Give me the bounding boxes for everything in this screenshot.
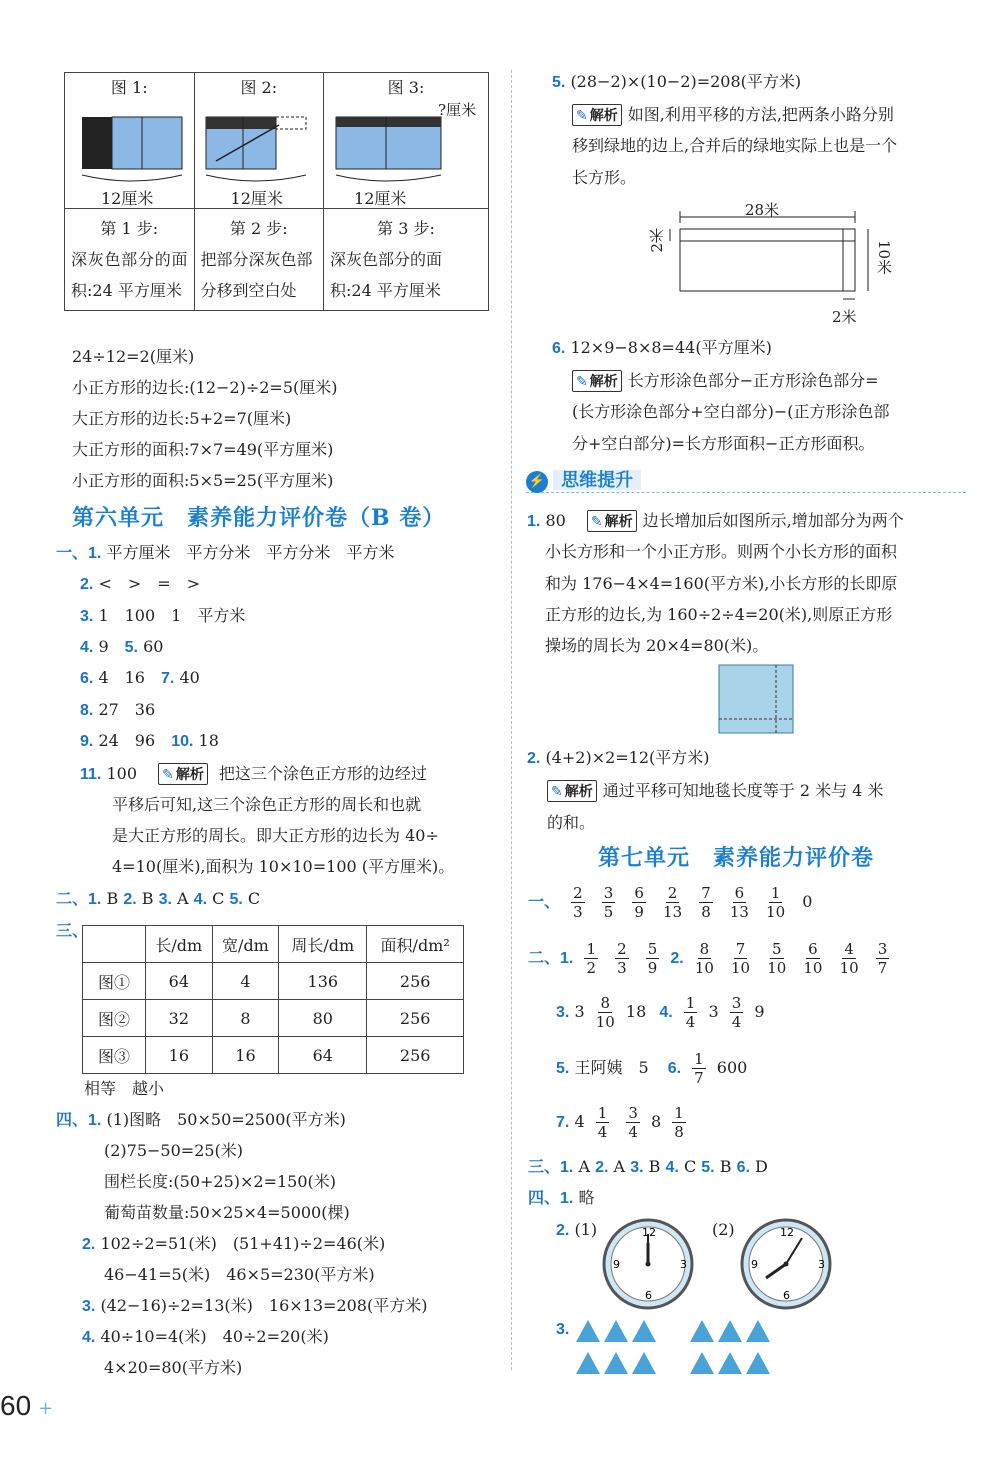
section-marker: 二、: [528, 950, 561, 967]
svg-text:12: 12: [780, 1226, 794, 1239]
q-num: 2.: [670, 950, 684, 967]
u7-section-3: [528, 1157, 768, 1178]
analysis-tag: ✎ 解析: [572, 104, 622, 126]
clock-label: (1): [574, 1220, 598, 1239]
triangle-group: [690, 1352, 774, 1378]
fig1-cell: [65, 73, 195, 209]
step3-text: 深灰色部分的面积:24 平方厘米: [330, 250, 443, 300]
section-marker: 三、: [528, 1159, 561, 1176]
triangle-icon: [690, 1352, 714, 1374]
svg-text:9: 9: [751, 1258, 758, 1271]
diagram-right-label: 10米: [875, 240, 893, 275]
step2-text: 把部分深灰色部分移到空白处: [200, 250, 313, 300]
analysis-text: 长方形。: [572, 168, 637, 187]
answer: B: [106, 889, 119, 908]
table-header: 面积/dm²: [367, 926, 464, 963]
q-num: 1.: [88, 1112, 102, 1129]
fig1-diagram: [72, 99, 187, 194]
answer: 46−41=5(米) 46×5=230(平方米): [104, 1265, 375, 1284]
fraction: $\frac{1}{2}$: [586, 940, 596, 977]
answer: 102÷2=51(米) (51+41)÷2=46(米): [100, 1234, 386, 1253]
step2-cell: [194, 209, 324, 311]
table-cell: 图②: [83, 1000, 146, 1037]
fig1-width: 12厘米: [101, 189, 154, 208]
analysis-text: 平移后可知,这三个涂色正方形的周长和也就: [112, 795, 422, 814]
unit7-title: 第七单元 素养能力评价卷: [598, 845, 875, 871]
fraction: $\frac{8}{10}$: [694, 940, 714, 977]
q-num: 5.: [552, 74, 566, 91]
q-num: 9.: [80, 733, 94, 750]
q-num: 1.: [88, 545, 102, 562]
step1-title: 第 1 步:: [100, 219, 159, 238]
analysis-text: 小长方形和一个小正方形。则两个小长方形的面积: [545, 542, 898, 561]
table-cell: 256: [367, 1000, 464, 1037]
analysis-text: 通过平移可知地毯长度等于 2 米与 4 米: [602, 781, 884, 800]
table-cell: 32: [146, 1000, 213, 1037]
analysis-text: 的和。: [547, 813, 596, 832]
table-cell: 64: [279, 1037, 367, 1074]
section-marker: 四、: [56, 1112, 89, 1129]
answer: 3: [574, 1002, 585, 1021]
triangle-icon: [632, 1352, 656, 1374]
section-marker: 四、: [528, 1190, 561, 1207]
analysis-text: 移到绿地的边上,合并后的绿地实际上也是一个: [572, 136, 898, 155]
svg-text:12: 12: [642, 1226, 656, 1239]
fraction: $\frac{7}{10}$: [731, 940, 751, 977]
table-header: 宽/dm: [212, 926, 279, 963]
fraction: $\frac{1}{8}$: [674, 1104, 684, 1141]
answer: B: [719, 1157, 732, 1176]
table-cell: 64: [146, 963, 213, 1000]
q-num: 4.: [82, 1329, 96, 1346]
thinking-header: [526, 466, 966, 493]
diagram-top-label: 28米: [745, 201, 780, 219]
q-num: 4.: [665, 1159, 679, 1176]
thinking-title: 思维提升: [553, 470, 641, 490]
answer: 24 96: [98, 731, 156, 750]
answer: 60: [143, 637, 164, 656]
fraction: $\frac{3}{5}$: [603, 884, 614, 921]
section-marker: 一、: [528, 894, 561, 911]
q-num: 7.: [161, 670, 175, 687]
triangle-group: [576, 1352, 660, 1378]
analysis-text: 和为 176−4×4=160(平方米),小长方形的长即原: [545, 574, 898, 593]
diagram-left-label: 2米: [648, 228, 666, 253]
answer: B: [141, 889, 154, 908]
section-marker: 二、: [56, 891, 89, 908]
fraction: $\frac{3}{7}$: [877, 940, 888, 977]
table-header: [83, 926, 146, 963]
triangle-icon: [604, 1320, 628, 1342]
table-row: [83, 963, 464, 1000]
fig2-label: 图 2:: [240, 78, 278, 97]
q-num: 5.: [124, 639, 138, 656]
analysis-text: 如图,利用平移的方法,把两条小路分别: [627, 105, 894, 124]
table-cell: 16: [146, 1037, 213, 1074]
fig2-diagram: [201, 99, 316, 194]
answer: 12×9−8×8=44(平方厘米): [570, 338, 772, 357]
fraction: $\frac{2}{3}$: [617, 940, 627, 977]
table-conclusion: 相等 越小: [84, 1079, 165, 1098]
table-cell: 图③: [83, 1037, 146, 1074]
clock-label: (2): [712, 1220, 735, 1239]
lightbulb-icon: ⚡: [526, 471, 548, 493]
unit6-title: 第六单元 素养能力评价卷（B 卷）: [72, 505, 446, 531]
step3-title: 第 3 步:: [377, 219, 435, 238]
svg-text:6: 6: [783, 1289, 790, 1302]
table-cell: 136: [279, 963, 367, 1000]
q-num: 4.: [80, 639, 94, 656]
table-header: 周长/dm: [279, 926, 367, 963]
analysis-text: 分+空白部分)=长方形面积−正方形面积。: [572, 434, 875, 453]
q-num: 5.: [229, 891, 243, 908]
answer: 27 36: [98, 700, 156, 719]
q-num: 5.: [701, 1159, 715, 1176]
fraction: $\frac{1}{4}$: [685, 994, 696, 1031]
analysis-text: 长方形涂色部分−正方形涂色部分=: [627, 371, 879, 390]
section-marker: 一、: [56, 545, 89, 562]
q-num: 10.: [171, 733, 194, 750]
table-cell: 图①: [83, 963, 146, 1000]
section-marker: 三、: [56, 923, 89, 940]
column-divider: [511, 70, 512, 1370]
answer: 80: [545, 511, 566, 530]
answer: 18: [625, 1002, 647, 1021]
analysis-text: 正方形的边长,为 160÷2÷4=20(米),则原正方形: [545, 605, 893, 624]
step3-cell: [324, 209, 489, 311]
answer: 葡萄苗数量:50×25×4=5000(棵): [104, 1203, 350, 1222]
triangle-icon: [604, 1352, 628, 1374]
table-row: [83, 1000, 464, 1037]
analysis-text: (长方形涂色部分+空白部分)−(正方形涂色部: [572, 402, 890, 421]
q-num: 5.: [556, 1060, 570, 1077]
step2-title: 第 2 步:: [229, 219, 288, 238]
answer: A: [613, 1157, 626, 1176]
q-num: 3.: [556, 1004, 570, 1021]
triangle-group: [690, 1320, 774, 1346]
analysis-tag: ✎ 解析: [547, 780, 597, 802]
square-diagram: [718, 664, 796, 736]
answer: 围栏长度:(50+25)×2=150(米): [104, 1172, 337, 1191]
answer: (28−2)×(10−2)=208(平方米): [570, 72, 802, 91]
answer: A: [578, 1157, 591, 1176]
u7-s2-line4: [556, 1104, 692, 1141]
q-num: 2.: [82, 1236, 96, 1253]
page-number: 60: [0, 1390, 32, 1421]
analysis-text: 边长增加后如图所示,增加部分为两个: [642, 511, 904, 530]
q-num: 6.: [80, 670, 94, 687]
q-num: 2.: [123, 891, 137, 908]
svg-text:6: 6: [645, 1289, 652, 1302]
fraction: $\frac{8}{10}$: [595, 994, 615, 1031]
answer: C: [212, 889, 225, 908]
answer: 略: [578, 1188, 595, 1207]
svg-text:3: 3: [680, 1258, 687, 1271]
answer: 100: [106, 764, 137, 783]
clock-icon: [600, 1216, 696, 1312]
answer: C: [683, 1157, 697, 1176]
answer: B: [648, 1157, 661, 1176]
answer: (2)75−50=25(米): [104, 1141, 244, 1160]
answer: C: [247, 889, 261, 908]
answer: 18: [198, 731, 219, 750]
analysis-text: 是大正方形的周长。即大正方形的边长为 40÷: [112, 826, 439, 845]
u7-section-1: [528, 884, 812, 921]
fraction: $\frac{1}{4}$: [597, 1104, 608, 1141]
analysis-tag: ✎ 解析: [572, 370, 622, 392]
analysis-text: 操场的周长为 20×4=80(米)。: [545, 636, 769, 655]
u7-s2-line2: [556, 994, 765, 1031]
q-num: 3.: [630, 1159, 644, 1176]
answer: < > = >: [98, 574, 201, 593]
q-num: 3.: [82, 1298, 96, 1315]
u7-s2-line1: [528, 940, 895, 977]
fraction: $\frac{2}{3}$: [573, 884, 583, 921]
answer: (1)图略 50×50=2500(平方米): [106, 1110, 346, 1129]
answer: 8: [651, 1112, 662, 1131]
fig3-label: 图 3:: [387, 78, 425, 97]
svg-text:9: 9: [613, 1258, 620, 1271]
step1-cell: [65, 209, 195, 311]
table-cell: 16: [212, 1037, 279, 1074]
dimension-table: [82, 925, 464, 1074]
table-cell: 256: [367, 1037, 464, 1074]
calc-line: 小正方形的面积:5×5=25(平方厘米): [72, 471, 334, 490]
fig2-cell: [194, 73, 324, 209]
fraction: $\frac{7}{8}$: [701, 884, 711, 921]
answer: D: [755, 1157, 768, 1176]
answer: 600: [716, 1058, 748, 1077]
table-row: [83, 1037, 464, 1074]
analysis-tag: ✎ 解析: [158, 763, 208, 785]
triangle-icon: [718, 1352, 742, 1374]
answer: 9: [754, 1002, 765, 1021]
q-num: 6.: [736, 1159, 750, 1176]
analysis-text: 4=10(厘米),面积为 10×10=100 (平方厘米)。: [112, 857, 455, 876]
fraction: $\frac{1}{10}$: [766, 884, 786, 921]
q-num: 1.: [560, 950, 574, 967]
fraction: $\frac{6}{13}$: [729, 884, 749, 921]
answer: (4+2)×2=12(平方米): [545, 748, 710, 767]
q-num: 2.: [556, 1222, 570, 1239]
q-num: 2.: [80, 576, 94, 593]
answer: 9: [98, 637, 109, 656]
fig2-width: 12厘米: [230, 189, 283, 208]
answer: 40: [179, 668, 200, 687]
answer: 40÷10=4(米) 40÷2=20(米): [100, 1327, 329, 1346]
table-header-row: [83, 926, 464, 963]
q-num: 11.: [80, 766, 102, 783]
fraction: $\frac{2}{13}$: [663, 884, 683, 921]
step1-text: 深灰色部分的面积:24 平方厘米: [71, 250, 188, 300]
answer: 4×20=80(平方米): [104, 1358, 243, 1377]
answer: 王阿姨 5: [574, 1058, 649, 1077]
triangle-icon: [746, 1320, 770, 1342]
q-num: 6.: [552, 340, 566, 357]
plus-icon: +: [38, 1398, 54, 1419]
calc-line: 大正方形的边长:5+2=7(厘米): [72, 409, 292, 428]
fig1-label: 图 1:: [110, 78, 148, 97]
answer: 4: [574, 1112, 585, 1131]
answer: (42−16)÷2=13(米) 16×13=208(平方米): [100, 1296, 428, 1315]
triangle-icon: [690, 1320, 714, 1342]
fraction: $\frac{5}{10}$: [767, 940, 787, 977]
q-num: 2.: [595, 1159, 609, 1176]
triangle-icon: [576, 1352, 600, 1374]
table-cell: 8: [212, 1000, 279, 1037]
fig3-width: 12厘米: [354, 189, 407, 208]
analysis-tag: ✎ 解析: [587, 510, 637, 532]
calc-line: 小正方形的边长:(12−2)÷2=5(厘米): [72, 378, 338, 397]
answer: 0: [802, 892, 813, 911]
q-num: 3.: [80, 608, 94, 625]
q-num: 1.: [88, 891, 102, 908]
q-num: 6.: [667, 1060, 682, 1077]
section-2-line: [56, 889, 260, 910]
fig3-cell: [324, 73, 489, 209]
diagram-bottom-label: 2米: [832, 308, 857, 326]
q-num: 3.: [556, 1321, 570, 1338]
table-cell: 4: [212, 963, 279, 1000]
answer: 平方厘米 平方分米 平方分米 平方米: [106, 543, 395, 562]
fraction: $\frac{3}{4}$: [628, 1104, 638, 1141]
triangle-group: [576, 1320, 660, 1346]
clock-icon: [738, 1216, 834, 1312]
table-cell: 80: [279, 1000, 367, 1037]
figure-table: [64, 72, 489, 311]
calc-line: 大正方形的面积:7×7=49(平方厘米): [72, 440, 334, 459]
fig3-side-label: ?厘米: [438, 101, 477, 119]
u7-s2-line3: [556, 1050, 747, 1087]
answer: A: [177, 889, 189, 908]
fraction: $\frac{4}{10}$: [839, 940, 859, 977]
q-num: 3.: [158, 891, 172, 908]
triangle-icon: [718, 1320, 742, 1342]
fraction: $\frac{6}{10}$: [803, 940, 823, 977]
answer: 4 16: [98, 668, 145, 687]
q-num: 1.: [527, 513, 541, 530]
answer: 1 100 1 平方米: [98, 606, 246, 625]
calc-line: 24÷12=2(厘米): [72, 347, 195, 366]
q-num: 8.: [80, 702, 94, 719]
q-num: 4.: [193, 891, 208, 908]
analysis-text: 把这三个涂色正方形的边经过: [218, 764, 427, 783]
q-num: 2.: [527, 750, 541, 767]
fraction: $\frac{1}{7}$: [694, 1050, 704, 1087]
fraction: $\frac{3}{4}$: [731, 994, 742, 1031]
triangle-icon: [632, 1320, 656, 1342]
q-num: 1.: [560, 1159, 574, 1176]
fraction: $\frac{6}{9}$: [634, 884, 644, 921]
svg-text:3: 3: [818, 1258, 825, 1271]
fraction: $\frac{5}{9}$: [647, 940, 658, 977]
triangle-icon: [576, 1320, 600, 1342]
triangle-icon: [746, 1352, 770, 1374]
table-cell: 256: [367, 963, 464, 1000]
q-num: 4.: [659, 1004, 673, 1021]
q-num: 7.: [556, 1114, 570, 1131]
table-header: 长/dm: [146, 926, 213, 963]
answer: 3: [708, 1002, 719, 1021]
q-num: 1.: [560, 1190, 574, 1207]
